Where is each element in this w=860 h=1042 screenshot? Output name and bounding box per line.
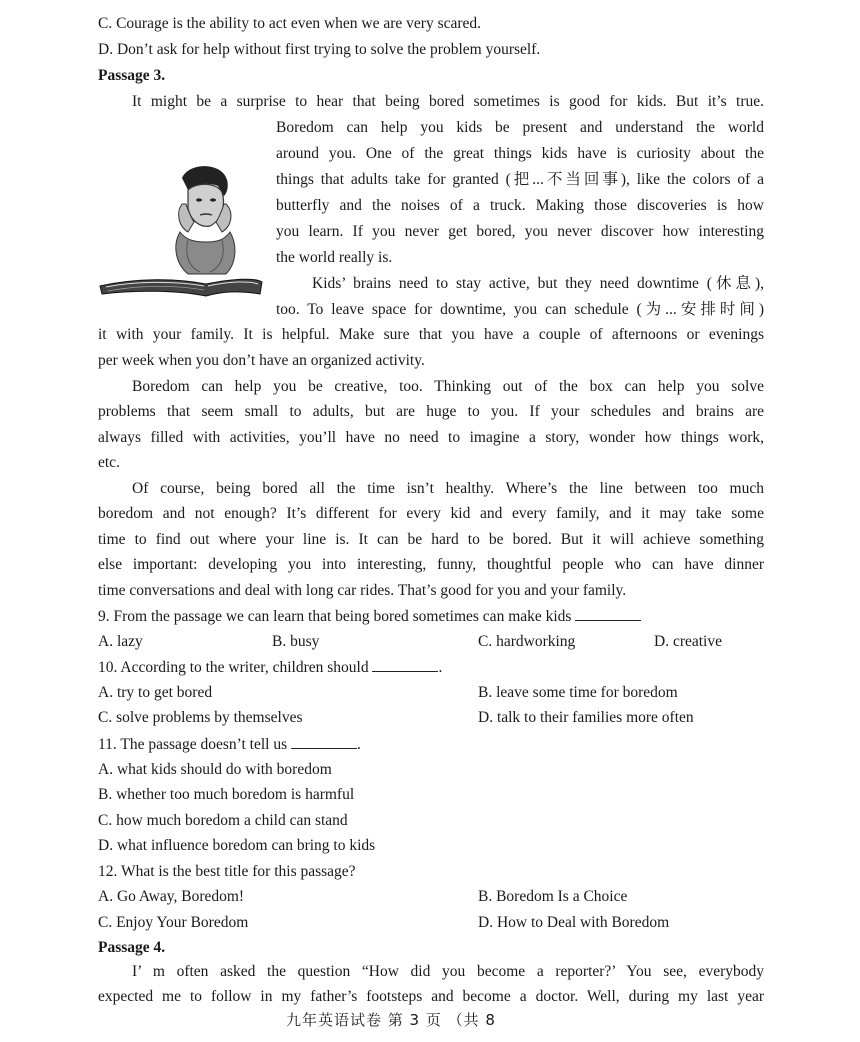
passage3-p1-line2: Boredom can help you kids be present and understand the world bbox=[276, 119, 764, 136]
page-footer: 九年英语试卷 第 3 页 （共 8 bbox=[286, 1011, 496, 1029]
q9-option-a: A. lazy bbox=[98, 633, 143, 650]
passage3-p4-line3: time to find out where your line is. It can be hard to be bored. But it will achieve something bbox=[98, 531, 764, 548]
passage3-p2-line1: Kids’ brains need to stay active, but they need downtime (休息), bbox=[312, 275, 764, 292]
q12-option-b: B. Boredom Is a Choice bbox=[478, 888, 628, 905]
answer-blank bbox=[575, 606, 641, 621]
q10-option-d: D. talk to their families more often bbox=[478, 709, 694, 726]
q11-option-a: A. what kids should do with boredom bbox=[98, 761, 332, 778]
passage3-p3-line4: etc. bbox=[98, 454, 120, 471]
passage3-p1-line7: the world really is. bbox=[276, 249, 393, 266]
question-10-stem: 10. According to the writer, children should bbox=[98, 659, 369, 676]
passage3-p4-line1: Of course, being bored all the time isn’t healthy. Where’s the line between too much bbox=[132, 480, 764, 497]
passage3-p2-line4: per week when you don’t have an organized activity. bbox=[98, 352, 425, 369]
question-11: 11. The passage doesn’t tell us . bbox=[98, 736, 361, 753]
question-12-stem: 12. What is the best title for this passage? bbox=[98, 863, 356, 880]
passage3-heading: Passage 3. bbox=[98, 67, 166, 84]
passage3-p4-line2: boredom and not enough? It’s different for every kid and every family, and it may take some bbox=[98, 505, 764, 522]
q9-option-b: B. busy bbox=[272, 633, 320, 650]
question-9-stem: 9. From the passage we can learn that being bored sometimes can make kids bbox=[98, 608, 572, 625]
prev-option-c: C. Courage is the ability to act even when we are very scared. bbox=[98, 15, 482, 32]
passage3-p3-line3: always filled with activities, you’ll have no need to imagine a story, wonder how things work, bbox=[98, 429, 764, 446]
passage3-p3-line2: problems that seem small to adults, but are huge to you. If your schedules and brains are bbox=[98, 403, 764, 420]
q11-option-c: C. how much boredom a child can stand bbox=[98, 812, 348, 829]
passage4-line1: I’ m often asked the question “How did you become a reporter?’ You see, everybody bbox=[132, 963, 764, 980]
q11-option-b: B. whether too much boredom is harmful bbox=[98, 786, 355, 803]
answer-blank bbox=[291, 734, 357, 749]
passage3-p3-line1: Boredom can help you be creative, too. Thinking out of the box can help you solve bbox=[132, 378, 764, 395]
passage4-heading: Passage 4. bbox=[98, 939, 166, 956]
q12-option-c: C. Enjoy Your Boredom bbox=[98, 914, 249, 931]
passage3-p1-line5: butterfly and the noises of a truck. Making those discoveries is how bbox=[276, 197, 764, 214]
question-10: 10. According to the writer, children should . bbox=[98, 659, 443, 676]
question-11-stem: 11. The passage doesn’t tell us bbox=[98, 736, 288, 753]
q10-option-b: B. leave some time for boredom bbox=[478, 684, 678, 701]
passage3-p4-line4: else important: developing you into interesting, funny, thoughtful people who can have dinner bbox=[98, 556, 764, 573]
question-9 bbox=[98, 606, 641, 627]
passage4-line2: expected me to follow in my father’s footsteps and become a doctor. Well, during my last year bbox=[98, 988, 764, 1005]
q11-option-d: D. what influence boredom can bring to kids bbox=[98, 837, 376, 854]
q12-option-a: A. Go Away, Boredom! bbox=[98, 888, 245, 905]
q12-option-d: D. How to Deal with Boredom bbox=[478, 914, 670, 931]
passage3-p2-line2: too. To leave space for downtime, you can schedule (为...安排时间) bbox=[276, 301, 764, 318]
answer-blank bbox=[372, 657, 438, 672]
prev-option-d: D. Don’t ask for help without first trying to solve the problem yourself. bbox=[98, 41, 541, 58]
bored-boy-illustration bbox=[96, 160, 264, 310]
q10-option-a: A. try to get bored bbox=[98, 684, 213, 701]
passage3-p2-line3: it with your family. It is helpful. Make sure that you have a couple of afternoons or evenings bbox=[98, 326, 764, 343]
passage3-p1-line6: you learn. If you never get bored, you never discover how interesting bbox=[276, 223, 764, 240]
passage3-p1-line4: things that adults take for granted (把...不当回事), like the colors of a bbox=[276, 171, 764, 188]
passage3-p1-line3: around you. One of the great things kids have is curiosity about the bbox=[276, 145, 764, 162]
passage3-p4-line5: time conversations and deal with long car rides. That’s good for you and your family. bbox=[98, 582, 627, 599]
passage3-p1-line1: It might be a surprise to hear that being bored sometimes is good for kids. But it’s true. bbox=[132, 93, 764, 110]
q9-option-c: C. hardworking bbox=[478, 633, 576, 650]
q9-option-d: D. creative bbox=[654, 633, 722, 650]
q10-option-c: C. solve problems by themselves bbox=[98, 709, 303, 726]
